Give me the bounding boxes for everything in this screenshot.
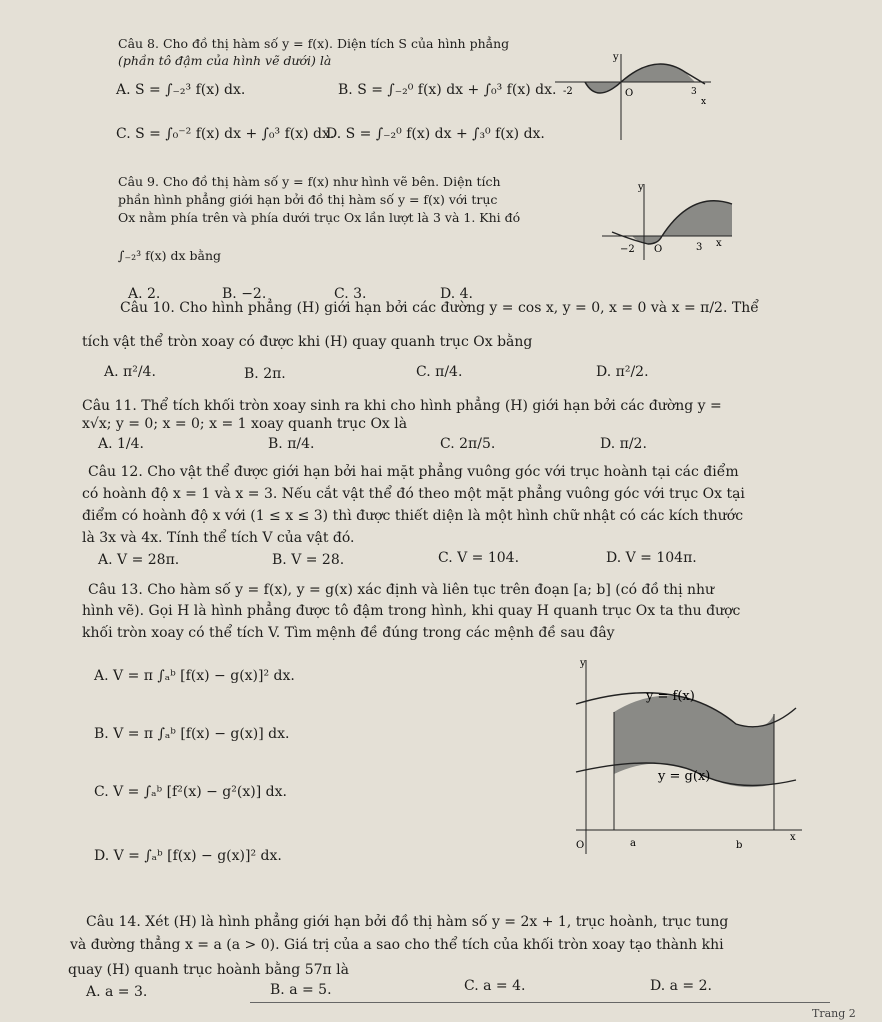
q10-line2: tích vật thể tròn xoay có được khi (H) quay quanh trục Ox bằng (82, 334, 533, 350)
q11-option-c[interactable]: C. 2π/5. (440, 436, 496, 452)
q8-option-d[interactable]: D. S = ∫₋₂⁰ f(x) dx + ∫₃⁰ f(x) dx. (326, 126, 545, 142)
q13-option-b[interactable]: B. V = π ∫ₐᵇ [f(x) − g(x)] dx. (94, 726, 290, 742)
q13-b-label: b (736, 840, 743, 851)
q9-neg2-label: −2 (620, 244, 635, 255)
q8-neg2-label: -2 (563, 86, 573, 97)
q13-line2: hình vẽ). Gọi H là hình phẳng được tô đậm trong hình, khi quay H quanh trục Ox ta thu được (82, 603, 741, 619)
q13-line3: khối tròn xoay có thể tích V. Tìm mệnh đề đúng trong các mệnh đề sau đây (82, 625, 615, 641)
q9-line1: Câu 9. Cho đồ thị hàm số y = f(x) như hình vẽ bên. Diện tích (118, 174, 501, 189)
q10-option-d[interactable]: D. π²/2. (596, 364, 649, 380)
q12-line2: có hoành độ x = 1 và x = 3. Nếu cắt vật thể đó theo một mặt phẳng vuông góc với trục Ox tại (82, 486, 745, 502)
q14-option-c[interactable]: C. a = 4. (464, 978, 526, 994)
q9-option-b[interactable]: B. −2. (222, 286, 267, 302)
q8-option-b[interactable]: B. S = ∫₋₂⁰ f(x) dx + ∫₀³ f(x) dx. (338, 82, 557, 98)
q13-o-label: O (576, 840, 585, 851)
q9-y-label: y (638, 182, 644, 193)
q9-line3: Ox nằm phía trên và phía dưới trục Ox lần lượt là 3 và 1. Khi đó (118, 210, 521, 225)
q9-option-a[interactable]: A. 2. (128, 286, 161, 302)
q9-area-above (662, 201, 732, 236)
q8-graph (555, 48, 711, 148)
q11-option-b[interactable]: B. π/4. (268, 436, 315, 452)
q8-o-label: O (625, 88, 634, 99)
q12-line4: là 3x và 4x. Tính thể tích V của vật đó. (82, 530, 355, 546)
q9-line4: ∫₋₂³ f(x) dx bằng (118, 248, 222, 263)
q14-line1: Câu 14. Xét (H) là hình phẳng giới hạn bởi đồ thị hàm số y = 2x + 1, trục hoành, trục tung (86, 914, 729, 930)
q13-f-label: y = f(x) (646, 689, 695, 704)
q8-option-c[interactable]: C. S = ∫₀⁻² f(x) dx + ∫₀³ f(x) dx. (116, 126, 335, 142)
q8-line2: (phần tô đậm của hình vẽ dưới) là (118, 53, 332, 68)
q11-line1: Câu 11. Thể tích khối tròn xoay sinh ra khi cho hình phẳng (H) giới hạn bởi các đường y = (82, 398, 722, 414)
q13-g-label: y = g(x) (658, 769, 711, 784)
q9-line2: phần hình phẳng giới hạn bởi đồ thị hàm số y = f(x) với trục (118, 192, 498, 207)
q12-line3: điểm có hoành độ x với (1 ≤ x ≤ 3) thì được thiết diện là một hình chữ nhật có các kích thước (82, 508, 744, 524)
q8-three-label: 3 (691, 87, 697, 97)
q12-option-d[interactable]: D. V = 104π. (606, 550, 697, 566)
q14-option-a[interactable]: A. a = 3. (86, 984, 148, 1000)
q13-a-label: a (630, 838, 636, 849)
q9-area-below (632, 236, 662, 244)
q9-graph (592, 180, 732, 260)
q8-option-a[interactable]: A. S = ∫₋₂³ f(x) dx. (116, 82, 246, 98)
q10-option-a[interactable]: A. π²/4. (104, 364, 156, 380)
q10-line1: Câu 10. Cho hình phẳng (H) giới hạn bởi các đường y = cos x, y = 0, x = 0 và x = π/2. Thể (120, 300, 759, 316)
q11-line2: x√x; y = 0; x = 0; x = 1 xoay quanh trục Ox là (82, 416, 408, 432)
q8-shaded-below (585, 82, 621, 93)
q10-option-b[interactable]: B. 2π. (244, 366, 286, 382)
q13-option-a[interactable]: A. V = π ∫ₐᵇ [f(x) − g(x)]² dx. (94, 668, 295, 684)
q14-option-b[interactable]: B. a = 5. (270, 982, 332, 998)
q14-line2: và đường thẳng x = a (a > 0). Giá trị của a sao cho thể tích của khối tròn xoay tạo thành khi (70, 937, 724, 953)
q14-option-d[interactable]: D. a = 2. (650, 978, 712, 994)
q11-option-d[interactable]: D. π/2. (600, 436, 647, 452)
q14-line3: quay (H) quanh trục hoành bằng 57π là (68, 962, 350, 978)
q9-three-label: 3 (696, 242, 703, 253)
q9-option-c[interactable]: C. 3. (334, 286, 367, 302)
q12-option-b[interactable]: B. V = 28. (272, 552, 345, 568)
q8-x-label: x (701, 97, 707, 107)
q13-x-label: x (790, 832, 796, 843)
q13-graph (576, 654, 806, 854)
q9-option-d[interactable]: D. 4. (440, 286, 473, 302)
q10-option-c[interactable]: C. π/4. (416, 364, 463, 380)
q12-option-c[interactable]: C. V = 104. (438, 550, 520, 566)
q12-option-a[interactable]: A. V = 28π. (98, 552, 180, 568)
q13-y-label: y (580, 658, 586, 669)
page-number: Trang 2 (812, 1007, 856, 1020)
q13-line1: Câu 13. Cho hàm số y = f(x), y = g(x) xác định và liên tục trên đoạn [a; b] (có đồ thị như (88, 582, 715, 598)
q8-line1: Câu 8. Cho đồ thị hàm số y = f(x). Diện tích S của hình phẳng (118, 36, 510, 51)
q12-line1: Câu 12. Cho vật thể được giới hạn bởi hai mặt phẳng vuông góc với trục hoành tại các điểm (88, 464, 739, 480)
q11-option-a[interactable]: A. 1/4. (98, 436, 144, 452)
q9-x-label: x (716, 238, 722, 249)
footer-divider (250, 1002, 830, 1003)
q8-y-label: y (613, 52, 619, 63)
q13-option-c[interactable]: C. V = ∫ₐᵇ [f²(x) − g²(x)] dx. (94, 784, 287, 800)
q9-o-label: O (654, 244, 663, 255)
q13-option-d[interactable]: D. V = ∫ₐᵇ [f(x) − g(x)]² dx. (94, 848, 282, 864)
